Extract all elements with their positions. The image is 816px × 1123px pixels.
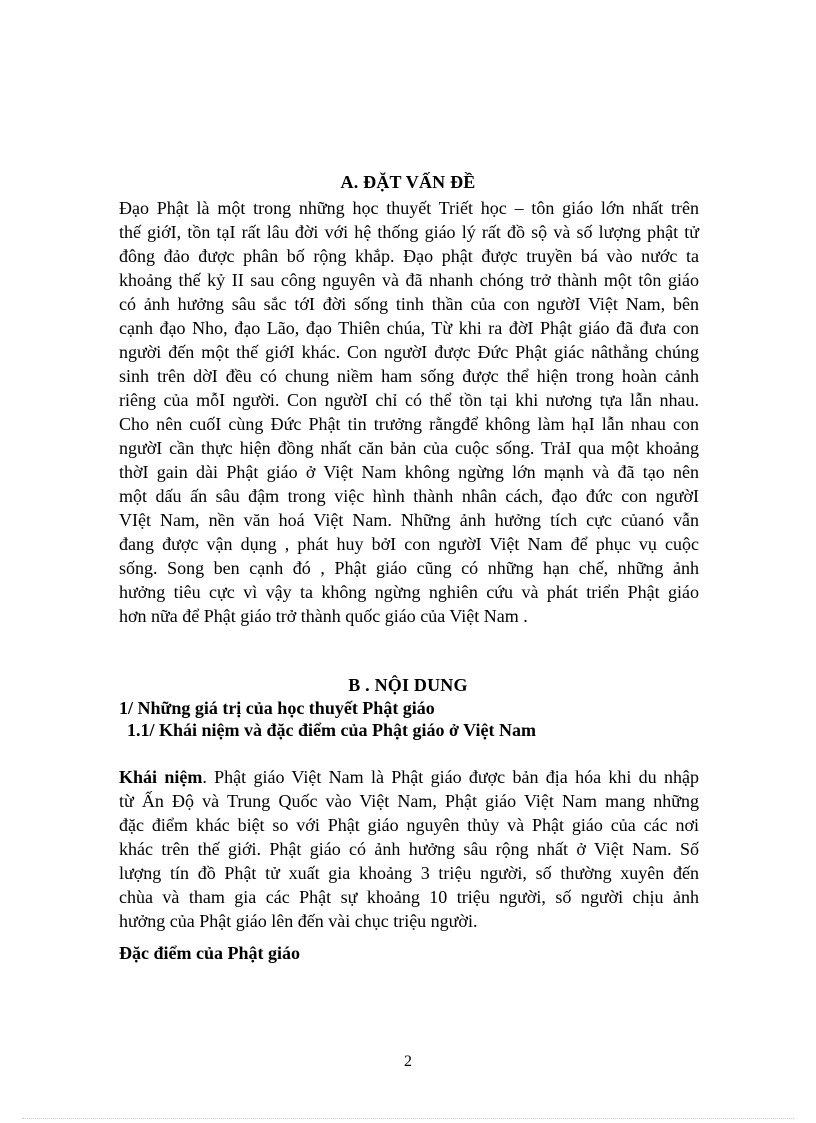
paragraph-line: hưởng tiêu cực vì vậy ta không ngừng nghiên cứu và phát triển Phật giáo <box>119 582 699 602</box>
paragraph-line: có ảnh hưởng sâu sắc tớI đời sống tinh thần của con ngườI Việt Nam, bên <box>119 294 699 314</box>
subheading-values: 1/ Những giá trị của học thuyết Phật giáo <box>119 698 435 718</box>
paragraph-line: thờI gain dài Phật giáo ở Việt Nam không ngừng lớn mạnh và đã tạo nên <box>119 462 699 482</box>
paragraph-line: từ Ấn Độ và Trung Quốc vào Việt Nam, Phật giáo Việt Nam mang những <box>119 791 699 811</box>
paragraph-line: đang được vận dụng , phát huy bởI con ngườI Việt Nam để phục vụ cuộc <box>119 534 699 554</box>
paragraph-line: lượng tín đồ Phật tử xuất gia khoảng 3 triệu người, số thường xuyên đến <box>119 863 699 883</box>
paragraph-line: riêng của mỗI người. Con ngườI chỉ có thể tồn tại khi nương tựa lẫn nhau. <box>119 390 699 410</box>
concept-lead: Khái niệm <box>119 767 203 787</box>
paragraph-line: một dấu ấn sâu đậm trong việc hình thành nhân cách, đạo đức con ngườI <box>119 486 699 506</box>
paragraph-line: khác trên thế giới. Phật giáo có ảnh hưởng sâu rộng nhất ở Việt Nam. Số <box>119 839 699 859</box>
page-bottom-border <box>22 1118 794 1119</box>
paragraph-line: cạnh đạo Nho, đạo Lão, đạo Thiên chúa, Từ khi ra đờI Phật giáo đã đưa con <box>119 318 699 338</box>
paragraph-line: VIệt Nam, nền văn hoá Việt Nam. Những ảnh hưởng tích cực củanó vẫn <box>119 510 699 530</box>
page-number: 2 <box>404 1053 412 1070</box>
paragraph-line: khoảng thế kỷ II sau công nguyên và đã nhanh chóng trở thành một tôn giáo <box>119 270 699 290</box>
paragraph-line: đông đảo được phân bố rộng khắp. Đạo phật được truyền bá vào nước ta <box>119 246 699 266</box>
paragraph-line <box>119 765 699 789</box>
paragraph-line: người đến một thế giớI khác. Con ngườI được Đức Phật giác nâthẳng chúng <box>119 342 699 362</box>
paragraph-line: chùa và tham gia các Phật sự khoảng 10 triệu người, số người chịu ảnh <box>119 887 699 907</box>
paragraph-line: sống. Song ben cạnh đó , Phật giáo cũng có những hạn chế, những ảnh <box>119 558 699 578</box>
paragraph-line: sinh trên dờI đều có chung niềm ham sống được thể hiện trong hoàn cảnh <box>119 366 699 386</box>
paragraph-line: thế giớI, tồn tạI rất lâu đời với hệ thống giáo lý rất đồ sộ và số lượng phật tử <box>119 222 699 242</box>
paragraph-line: hưởng của Phật giáo lên đến vài chục triệu người. <box>119 911 478 931</box>
concept-paragraph <box>119 765 699 933</box>
subheading-concept-features: 1.1/ Khái niệm và đặc điểm của Phật giáo ở Việt Nam <box>127 720 536 740</box>
paragraph-line: Cho nên cuốI cùng Đức Phật tin trưởng rằngđể không làm hạI lẫn nhau con <box>119 414 699 434</box>
section-a-body <box>119 196 699 628</box>
subheading-features: Đặc điểm của Phật giáo <box>119 943 300 963</box>
section-b-title: B . NỘI DUNG <box>348 675 468 695</box>
paragraph-line: Đạo Phật là một trong những học thuyết Triết học – tôn giáo lớn nhất trên <box>119 198 699 218</box>
section-a-title: A. ĐẶT VẤN ĐỀ <box>340 172 476 192</box>
concept-text: . Phật giáo Việt Nam là Phật giáo được bản địa hóa khi du nhập <box>202 767 699 787</box>
paragraph-line: đặc điểm khác biệt so với Phật giáo nguyên thủy và Phật giáo của các nơi <box>119 815 699 835</box>
paragraph-line: ngườI cần thực hiện đồng nhất căn bản của cuộc sống. TrảI qua một khoảng <box>119 438 699 458</box>
paragraph-line: hơn nữa để Phật giáo trở thành quốc giáo của Việt Nam . <box>119 606 528 626</box>
